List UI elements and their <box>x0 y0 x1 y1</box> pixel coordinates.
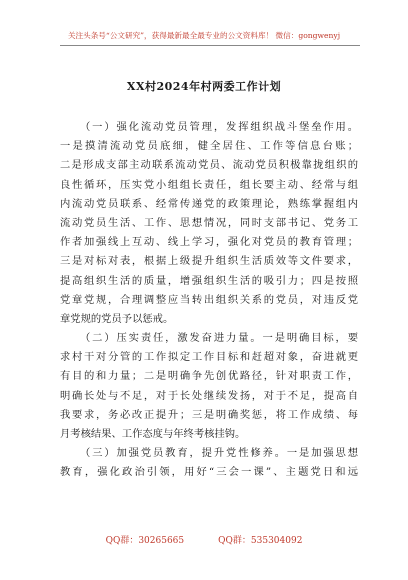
body-line: （一）强化流动党员管理，发挥组织战斗堡垒作用。 <box>80 121 358 133</box>
footer-qq-group-2: QQ群：535304092 <box>218 536 303 546</box>
body-line: 月考核结果、工作态度与年终考核挂钩。 <box>60 428 246 440</box>
body-line: 二是形成支部主动联系流动党员、流动党员积极靠拢组织的 <box>60 159 358 172</box>
body-line: 求村干对分管的工作拟定工作目标和赶超对象，奋进就更 <box>60 351 358 364</box>
body-line: 我要求，务必改正提升；三是明确奖惩，将工作成绩、每 <box>60 408 358 421</box>
page-footer <box>0 533 408 546</box>
body-line: 流动党员生活、工作、思想情况，同时支部书记、党务工 <box>60 216 358 229</box>
body-line: 良性循环，压实党小组组长责任，组长要主动、经常与组 <box>60 178 358 191</box>
body-line: 三是对标对表，根据上级提升组织生活质效等文件要求， <box>60 255 358 268</box>
page-header-banner: 关注头条号“公文研究”，获得最新最全最专业的公文资料库！ 微信：gongwenyj <box>67 31 341 40</box>
body-line: 党章党规，合理调整应当转出组织关系的党员，对违反党 <box>60 293 358 306</box>
body-line: 一是摸清流动党员底细，健全居住、工作等信息台账； <box>60 140 358 153</box>
body-line: 有目的和力量；二是明确争先创优路径，针对职责工作， <box>60 370 358 383</box>
body-line: 作者加强线上互动、线上学习，强化对党员的教育管理； <box>60 236 358 249</box>
body-line: 明确长处与不足，对于长处继续发扬，对于不足，提高自 <box>60 389 358 402</box>
body-line: 提高组织生活的质量，增强组织生活的吸引力；四是按照 <box>60 274 358 287</box>
document-title: XX村2024年村两委工作计划 <box>126 80 282 93</box>
body-line: 章党规的党员予以惩戒。 <box>60 312 174 325</box>
body-line: 内流动党员联系、经常传递党的政策理论，熟练掌握组内 <box>60 197 358 210</box>
body-line: （二）压实责任，激发奋进力量。一是明确目标，要 <box>80 332 358 345</box>
header-divider <box>60 45 360 46</box>
footer-qq-group-1: QQ群：30265665 <box>105 536 185 546</box>
body-line: 教育，强化政治引领，用好“三会一课”、主题党日和远 <box>60 466 358 479</box>
document-body <box>60 118 358 483</box>
body-line: （三）加强党员教育，提升党性修养。一是加强思想 <box>80 447 358 460</box>
